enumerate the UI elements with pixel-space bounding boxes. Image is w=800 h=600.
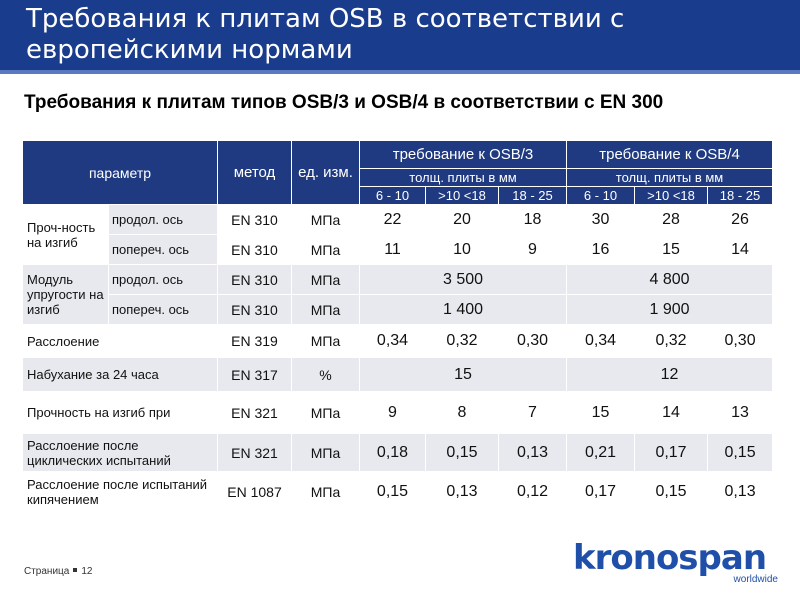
- value-cell: 0,13: [426, 472, 499, 512]
- row-label: Набухание за 24 часа: [23, 358, 218, 392]
- value-cell: 0,15: [635, 472, 708, 512]
- title-underline: [0, 70, 800, 74]
- value-cell: 0,12: [499, 472, 567, 512]
- value-cell: 0,32: [635, 325, 708, 358]
- table-row: [23, 434, 773, 472]
- value-cell: 0,17: [567, 472, 635, 512]
- value-cell: 0,17: [635, 434, 708, 472]
- value-cell: 0,30: [499, 325, 567, 358]
- header-unit: ед. изм.: [292, 141, 360, 205]
- value-cell: 8: [426, 392, 499, 434]
- header-osb3: требование к OSB/3: [360, 141, 567, 169]
- value-cell: 3 500: [360, 265, 567, 295]
- table-row: [23, 235, 773, 265]
- method-cell: EN 310: [218, 265, 292, 295]
- value-cell: 16: [567, 235, 635, 265]
- header-range: >10 <18: [426, 187, 499, 205]
- value-cell: 26: [708, 205, 773, 235]
- header-thickness-osb3: толщ. плиты в мм: [360, 169, 567, 187]
- unit-cell: %: [292, 358, 360, 392]
- value-cell: 7: [499, 392, 567, 434]
- value-cell: 11: [360, 235, 426, 265]
- row-sublabel: продол. ось: [109, 205, 218, 235]
- unit-cell: МПа: [292, 295, 360, 325]
- value-cell: 1 900: [567, 295, 773, 325]
- method-cell: EN 310: [218, 205, 292, 235]
- row-label: Расслоение после циклических испытаний: [23, 434, 218, 472]
- value-cell: 0,34: [360, 325, 426, 358]
- table-row: [23, 358, 773, 392]
- value-cell: 14: [635, 392, 708, 434]
- row-sublabel: попереч. ось: [109, 235, 218, 265]
- header-range: 6 - 10: [360, 187, 426, 205]
- row-label: Прочность на изгиб при: [23, 392, 218, 434]
- value-cell: 0,15: [426, 434, 499, 472]
- header-osb4: требование к OSB/4: [567, 141, 773, 169]
- unit-cell: МПа: [292, 235, 360, 265]
- table-row: [23, 392, 773, 434]
- value-cell: 13: [708, 392, 773, 434]
- kronospan-logo: [573, 538, 778, 588]
- header-method: метод: [218, 141, 292, 205]
- unit-cell: МПа: [292, 472, 360, 512]
- method-cell: EN 321: [218, 392, 292, 434]
- unit-cell: МПа: [292, 325, 360, 358]
- header-thickness-osb4: толщ. плиты в мм: [567, 169, 773, 187]
- row-sublabel: попереч. ось: [109, 295, 218, 325]
- unit-cell: МПа: [292, 434, 360, 472]
- page-footer: [24, 566, 92, 577]
- value-cell: 0,21: [567, 434, 635, 472]
- value-cell: 0,13: [499, 434, 567, 472]
- method-cell: EN 310: [218, 235, 292, 265]
- value-cell: 0,30: [708, 325, 773, 358]
- header-range: 18 - 25: [708, 187, 773, 205]
- method-cell: EN 319: [218, 325, 292, 358]
- requirements-table: [22, 140, 773, 512]
- page-number: 12: [81, 566, 93, 577]
- unit-cell: МПа: [292, 205, 360, 235]
- row-label: Расслоение: [23, 325, 218, 358]
- row-label: Проч-ность на изгиб: [23, 205, 109, 265]
- header-range: 18 - 25: [499, 187, 567, 205]
- slide-title: Требования к плитам OSB в соответствии с европейскими нормами: [26, 4, 625, 65]
- unit-cell: МПа: [292, 392, 360, 434]
- value-cell: 1 400: [360, 295, 567, 325]
- page-label: Страница: [24, 566, 70, 577]
- table-caption: Требования к плитам типов OSB/3 и OSB/4 в соответствии с EN 300: [24, 92, 664, 113]
- row-label: Модуль упругости на изгиб: [23, 265, 109, 325]
- value-cell: 14: [708, 235, 773, 265]
- value-cell: 30: [567, 205, 635, 235]
- unit-cell: МПа: [292, 265, 360, 295]
- header-range: >10 <18: [635, 187, 708, 205]
- method-cell: EN 310: [218, 295, 292, 325]
- value-cell: 15: [360, 358, 567, 392]
- logo-wordmark: kronospan: [573, 538, 767, 578]
- value-cell: 15: [635, 235, 708, 265]
- value-cell: 4 800: [567, 265, 773, 295]
- logo-tagline: worldwide: [733, 574, 778, 585]
- table-row: [23, 472, 773, 512]
- value-cell: 9: [360, 392, 426, 434]
- value-cell: 15: [567, 392, 635, 434]
- value-cell: 0,13: [708, 472, 773, 512]
- row-label: Расслоение после испытаний кипячением: [23, 472, 218, 512]
- value-cell: 0,34: [567, 325, 635, 358]
- table-row: [23, 265, 773, 295]
- method-cell: EN 317: [218, 358, 292, 392]
- value-cell: 22: [360, 205, 426, 235]
- value-cell: 0,15: [360, 472, 426, 512]
- value-cell: 12: [567, 358, 773, 392]
- header-range: 6 - 10: [567, 187, 635, 205]
- value-cell: 20: [426, 205, 499, 235]
- value-cell: 18: [499, 205, 567, 235]
- value-cell: 10: [426, 235, 499, 265]
- row-sublabel: продол. ось: [109, 265, 218, 295]
- title-bar: [0, 0, 800, 74]
- value-cell: 0,32: [426, 325, 499, 358]
- value-cell: 0,18: [360, 434, 426, 472]
- table-row: [23, 295, 773, 325]
- value-cell: 0,15: [708, 434, 773, 472]
- method-cell: EN 321: [218, 434, 292, 472]
- value-cell: 28: [635, 205, 708, 235]
- method-cell: EN 1087: [218, 472, 292, 512]
- bullet-icon: [73, 568, 77, 572]
- value-cell: 9: [499, 235, 567, 265]
- table-row: [23, 325, 773, 358]
- table-row: [23, 205, 773, 235]
- header-param: параметр: [23, 141, 218, 205]
